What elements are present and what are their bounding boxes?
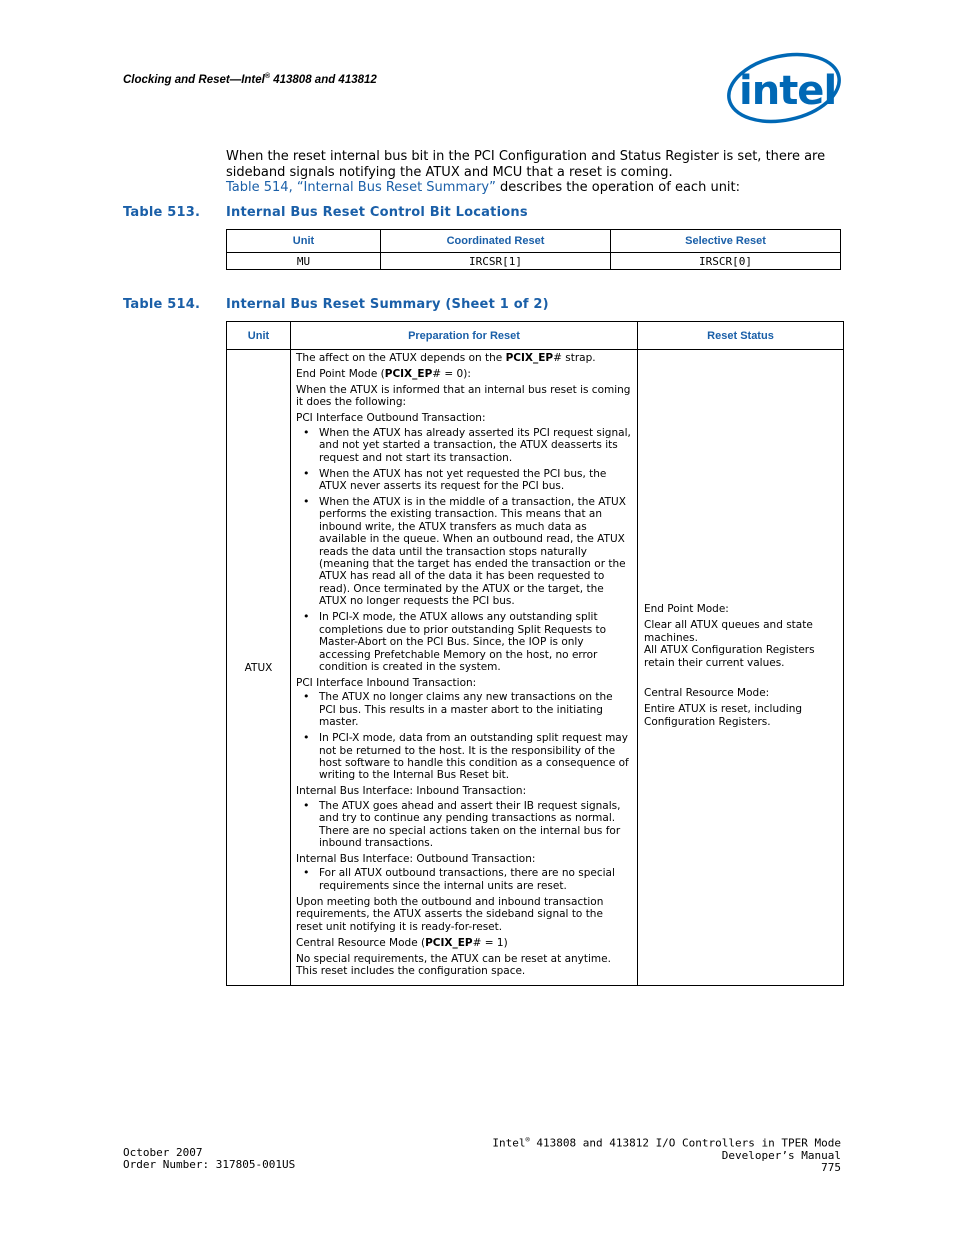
prep-para: Internal Bus Interface: Inbound Transaction: bbox=[296, 785, 527, 798]
cell-reset-status bbox=[638, 350, 844, 986]
status-para: Central Resource Mode: bbox=[644, 686, 770, 699]
col-header-unit: Unit bbox=[227, 322, 291, 350]
bullet-list bbox=[296, 800, 631, 850]
table-row bbox=[227, 253, 841, 270]
cell-preparation bbox=[291, 350, 638, 986]
prep-para: Upon meeting both the outbound and inbound transaction requirements, the ATUX asserts the sideband signal to the reset unit notifying it is ready-for-reset. bbox=[296, 895, 604, 933]
prep-para: Internal Bus Interface: Outbound Transaction: bbox=[296, 852, 536, 865]
bullet-list bbox=[296, 427, 631, 674]
footer-manual: Developer’s Manual bbox=[721, 1148, 841, 1162]
cell-selective-reset: IRSCR[0] bbox=[611, 253, 841, 270]
list-item: • The ATUX goes ahead and assert their IB request signals, and try to continue any pending transactions as normal. There are no special actions taken on the internal bus for inbound transactions. bbox=[319, 800, 631, 850]
prep-para: No special requirements, the ATUX can be reset at anytime. This reset includes the configuration space. bbox=[296, 952, 611, 977]
page-number: 775 bbox=[821, 1161, 841, 1175]
bullet-list bbox=[296, 867, 631, 892]
running-header: Clocking and Reset—Intel® 413808 and 413812 bbox=[123, 73, 377, 86]
footer-date: October 2007 bbox=[123, 1146, 203, 1159]
intel-logo bbox=[725, 50, 843, 126]
cell-coordinated-reset: IRCSR[1] bbox=[381, 253, 611, 270]
status-para: Clear all ATUX queues and state machines. bbox=[644, 619, 813, 644]
list-item: • In PCI-X mode, data from an outstanding split request may not be returned to the host. It is the responsibility of the host software to handle this condition as a consequence of writing to the Internal Bus Reset bit. bbox=[319, 732, 631, 782]
col-header-reset-status: Reset Status bbox=[638, 322, 844, 350]
prep-para: PCI Interface Outbound Transaction: bbox=[296, 412, 486, 425]
intro-paragraph: When the reset internal bus bit in the PCI Configuration and Status Register is set, there are sideband signals notifying the ATUX and MCU that a reset is coming. Table 514, “Internal Bus Reset Summary” describes the operation of each unit: bbox=[226, 149, 826, 195]
table-514-caption: Table 514. Internal Bus Reset Summary (Sheet 1 of 2) bbox=[123, 297, 549, 312]
list-item: • When the ATUX is in the middle of a transaction, the ATUX performs the existing transaction. This means that an inbound write, the ATUX transfers as much data as available in the queue. When an outbound read, the ATUX reads the data until the transaction stops naturally (meaning that the target has ended the transaction or the ATUX has read all of the data it has been requested to read). Once terminated by the ATUX or the target, the ATUX no longer requests the PCI bus. bbox=[319, 496, 631, 608]
svg-text:intel: intel bbox=[739, 68, 837, 114]
prep-para: PCI Interface Inbound Transaction: bbox=[296, 676, 477, 689]
footer-left bbox=[123, 1147, 295, 1171]
bullet-list bbox=[296, 691, 631, 781]
cell-unit: MU bbox=[227, 253, 381, 270]
col-header-preparation: Preparation for Reset bbox=[291, 322, 638, 350]
footer-doc-title: Intel® 413808 and 413812 I/O Controllers in TPER Mode bbox=[492, 1136, 841, 1150]
col-header-coordinated-reset: Coordinated Reset bbox=[381, 230, 611, 253]
table-514-link[interactable]: Table 514, “Internal Bus Reset Summary” bbox=[226, 180, 496, 195]
cell-unit-atux: ATUX bbox=[227, 350, 291, 986]
col-header-selective-reset: Selective Reset bbox=[611, 230, 841, 253]
status-para: All ATUX Configuration Registers retain their current values. bbox=[644, 644, 815, 669]
table-514 bbox=[226, 321, 844, 986]
table-513-caption: Table 513. Internal Bus Reset Control Bit Locations bbox=[123, 205, 528, 220]
list-item: • When the ATUX has already asserted its PCI request signal, and not yet started a transaction, the ATUX deasserts its request and not start its transaction. bbox=[319, 427, 631, 464]
list-item: • When the ATUX has not yet requested the PCI bus, the ATUX never asserts its request for the PCI bus. bbox=[319, 468, 631, 493]
table-513 bbox=[226, 229, 841, 270]
status-para: End Point Mode: bbox=[644, 602, 729, 615]
list-item: • In PCI-X mode, the ATUX allows any outstanding split completions due to prior outstanding Split Requests to Master-Abort on the PCI Bus. Since, the IOP is only accessing Prefetchable Memory on the host, no error condition is created in the system. bbox=[319, 611, 631, 673]
list-item: • For all ATUX outbound transactions, there are no special requirements since the internal units are reset. bbox=[319, 867, 631, 892]
prep-para: The affect on the ATUX depends on the PCIX_EP# strap. bbox=[296, 352, 596, 364]
col-header-unit: Unit bbox=[227, 230, 381, 253]
footer-right bbox=[492, 1134, 841, 1174]
footer-order-number: Order Number: 317805-001US bbox=[123, 1158, 296, 1172]
table-row bbox=[227, 350, 844, 986]
prep-para: When the ATUX is informed that an internal bus reset is coming it does the following: bbox=[296, 384, 631, 409]
prep-para: Central Resource Mode (PCIX_EP# = 1) bbox=[296, 936, 508, 949]
prep-para: End Point Mode (PCIX_EP# = 0): bbox=[296, 368, 471, 380]
list-item: • The ATUX no longer claims any new transactions on the PCI bus. This results in a master abort to the initiating master. bbox=[319, 691, 631, 728]
status-para: Entire ATUX is reset, including Configuration Registers. bbox=[644, 703, 803, 728]
